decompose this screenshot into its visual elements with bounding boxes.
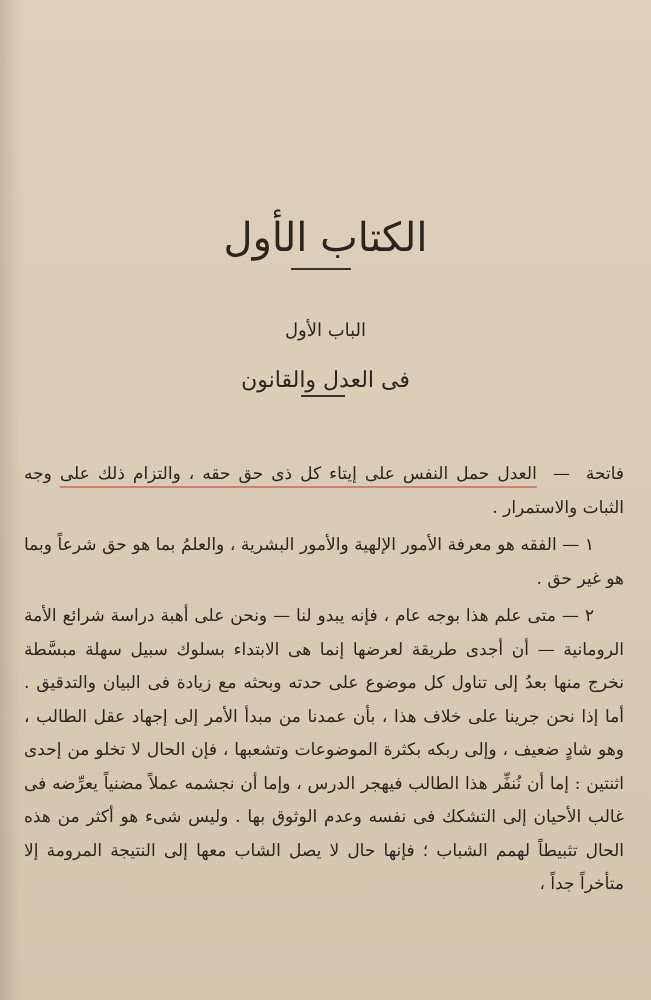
chapter-label: الباب الأول [284,320,367,341]
opening-continuation: وجه الثبات والاستمرار . [24,464,624,518]
opening-label: فاتحة [585,464,625,484]
body-text [24,458,624,906]
chapter-title: فى العدل والقانون [241,368,410,393]
book-title: الكتاب الأول [223,215,428,261]
opening-dash: — [552,464,570,484]
paragraph-1: ١ — الفقه هو معرفة الأمور الإلهية والأمور البشرية ، والعلمُ بما هو حق شرعاً وبما هو غير حق . [24,535,624,589]
page-edge-shadow [0,0,22,1000]
title-divider [291,268,351,270]
paragraph-opening [24,458,624,525]
highlighted-definition: العدل حمل النفس على إيتاء كل ذى حق حقه ، والتزام ذلك على [59,464,537,484]
paragraph-2: ٢ — متى علم هذا بوجه عام ، فإنه يبدو لنا — ونحن على أهبة دراسة شرائع الأمة الرومانية — أن أجدى طريقة لعرضها إنما هى الابتداء بسلوك سبيل سهلة مبسَّطة نخرج منها بعدُ إلى تناول كل موضوع على حدته وبحثه مع زيادة فى البيان والتدقيق . أما إذا نحن جرينا على خلاف هذا ، بأن عمدنا من مبدأ الأمر إلى إجهاد عقل الطالب ، وهو شادٍ ضعيف ، وإلى ربكه بكثرة الموضوعات وتشعبها ، فإن الحال لا تخلو من إحدى اثنتين : إما أن نُنفِّر هذا الطالب فيهجر الدرس ، وإما أن نجشمه عملاً مضنياً يعرِّضه فى غالب الأحيان إلى التشكك فى نفسه وعدم الوثوق بها . وليس شىء هو أكثر من هذه الحال تثبيطاً لهمم الشباب ؛ فإنها حال لا يصل الشاب معها إلى النتيجة المرومة إلا متأخراً جداً ، [24,606,624,894]
chapter-divider [301,395,345,397]
